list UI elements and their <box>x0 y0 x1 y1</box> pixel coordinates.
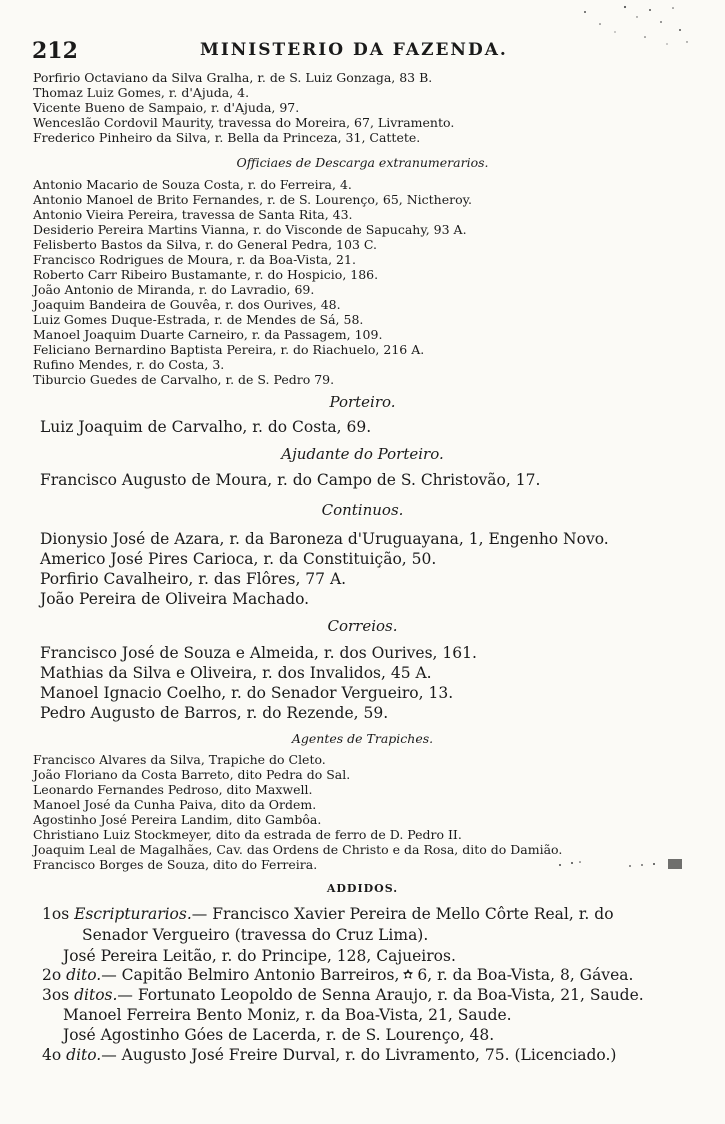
list-item: Leonardo Fernandes Pedroso, dito Maxwell. <box>33 782 313 797</box>
list-item: Pedro Augusto de Barros, r. do Rezende, 59. <box>40 704 389 722</box>
section-heading-addidos: ADDIDOS. <box>326 882 399 895</box>
list-item: Thomaz Luiz Gomes, r. d'Ajuda, 4. <box>33 85 250 100</box>
list-item: Antonio Vieira Pereira, travessa de Santa Rita, 43. <box>33 207 353 222</box>
addidos-entry: José Pereira Leitão, r. do Principe, 128, Cajueiros. <box>63 947 456 965</box>
list-item: João Floriano da Costa Barreto, dito Pedra do Sal. <box>33 767 351 782</box>
list-item: Francisco Augusto de Moura, r. do Campo de S. Christovão, 17. <box>40 471 541 489</box>
role-label: dito. <box>66 1046 102 1064</box>
running-title: MINISTERIO DA FAZENDA. <box>200 40 508 60</box>
list-item: Porfirio Octaviano da Silva Gralha, r. de S. Luiz Gonzaga, 83 B. <box>33 70 433 85</box>
section-heading-continuos: Continuos. <box>321 501 404 519</box>
role-label: ditos. <box>74 986 118 1004</box>
list-item: Joaquim Leal de Magalhães, Cav. das Ordens de Christo e da Rosa, dito do Damião. <box>33 842 563 857</box>
list-item: Americo José Pires Carioca, r. da Constituição, 50. <box>40 550 437 568</box>
list-item: Felisberto Bastos da Silva, r. do General Pedra, 103 C. <box>33 237 377 252</box>
list-item: Vicente Bueno de Sampaio, r. d'Ajuda, 97. <box>33 100 300 115</box>
list-item: João Pereira de Oliveira Machado. <box>40 590 310 608</box>
addidos-entry: Manoel Ferreira Bento Moniz, r. da Boa-Vista, 21, Saude. <box>63 1006 512 1024</box>
list-item: Dionysio José de Azara, r. da Baroneza d'Uruguayana, 1, Engenho Novo. <box>40 530 609 548</box>
rank-label: 1os <box>42 905 70 923</box>
addidos-entry <box>42 965 633 985</box>
list-item: Feliciano Bernardino Baptista Pereira, r. do Riachuelo, 216 A. <box>33 342 425 357</box>
page-header <box>32 38 512 64</box>
role-label: Escripturarios. <box>74 905 192 923</box>
section-heading-ajudante: Ajudante do Porteiro. <box>281 445 444 463</box>
list-item: Manoel José da Cunha Paiva, dito da Ordem. <box>33 797 317 812</box>
list-item: Christiano Luiz Stockmeyer, dito da estrada de ferro de D. Pedro II. <box>33 827 462 842</box>
addidos-entry <box>42 1045 616 1065</box>
list-item: Mathias da Silva e Oliveira, r. dos Invalidos, 45 A. <box>40 664 432 682</box>
addidos-entry-continuation: Senador Vergueiro (travessa do Cruz Lima). <box>82 926 429 944</box>
list-item: Francisco Borges de Souza, dito do Ferreira. <box>33 857 318 872</box>
role-label: dito. <box>66 966 102 984</box>
list-item: Francisco Rodrigues de Moura, r. da Boa-Vista, 21. <box>33 252 356 267</box>
rank-label: 4o <box>42 1046 62 1064</box>
list-item: Desiderio Pereira Martins Vianna, r. do Visconde de Sapucahy, 93 A. <box>33 222 467 237</box>
entry-text: — Capitão Belmiro Antonio Barreiros, <box>101 966 400 984</box>
list-item: João Antonio de Miranda, r. do Lavradio, 69. <box>33 282 315 297</box>
addidos-entry <box>42 904 614 924</box>
section-heading-officiaes: Officiaes de Descarga extranumerarios. <box>236 155 489 170</box>
entry-text: — Francisco Xavier Pereira de Mello Côrte Real, r. do <box>191 905 614 923</box>
list-item: Tiburcio Guedes de Carvalho, r. de S. Pedro 79. <box>33 372 335 387</box>
list-item: Francisco Alvares da Silva, Trapiche do Cleto. <box>33 752 326 767</box>
list-item: Rufino Mendes, r. do Costa, 3. <box>33 357 225 372</box>
section-heading-correios: Correios. <box>327 617 398 635</box>
section-heading-agentes: Agentes de Trapiches. <box>291 731 434 746</box>
addidos-entry <box>42 985 644 1005</box>
addidos-entry: José Agostinho Góes de Lacerda, r. de S. Lourenço, 48. <box>63 1026 495 1044</box>
rank-label: 3os <box>42 986 70 1004</box>
list-item: Francisco José de Souza e Almeida, r. dos Ourives, 161. <box>40 644 477 662</box>
rank-label: 2o <box>42 966 62 984</box>
list-item: Antonio Macario de Souza Costa, r. do Ferreira, 4. <box>33 177 352 192</box>
list-item: Porfirio Cavalheiro, r. das Flôres, 77 A. <box>40 570 347 588</box>
list-item: Joaquim Bandeira de Gouvêa, r. dos Ourives, 48. <box>33 297 341 312</box>
list-item: Antonio Manoel de Brito Fernandes, r. de S. Lourenço, 65, Nictheroy. <box>33 192 472 207</box>
entry-text: — Fortunato Leopoldo de Senna Araujo, r. da Boa-Vista, 21, Saude. <box>117 986 644 1004</box>
entry-text: 6, r. da Boa-Vista, 8, Gávea. <box>417 966 634 984</box>
print-dots-decoration <box>550 853 690 873</box>
list-item: Manoel Ignacio Coelho, r. do Senador Vergueiro, 13. <box>40 684 454 702</box>
order-seal-icon <box>402 969 414 981</box>
list-item: Luiz Joaquim de Carvalho, r. do Costa, 69. <box>40 418 372 436</box>
list-item: Manoel Joaquim Duarte Carneiro, r. da Passagem, 109. <box>33 327 383 342</box>
list-item: Frederico Pinheiro da Silva, r. Bella da Princeza, 31, Cattete. <box>33 130 421 145</box>
section-heading-porteiro: Porteiro. <box>329 393 396 411</box>
print-specks-decoration <box>565 2 695 52</box>
entry-text: — Augusto José Freire Durval, r. do Livramento, 75. (Licenciado.) <box>101 1046 617 1064</box>
list-item: Luiz Gomes Duque-Estrada, r. de Mendes de Sá, 58. <box>33 312 364 327</box>
page-number: 212 <box>32 38 78 64</box>
list-item: Roberto Carr Ribeiro Bustamante, r. do Hospicio, 186. <box>33 267 379 282</box>
list-item: Agostinho José Pereira Landim, dito Gambôa. <box>33 812 322 827</box>
list-item: Wenceslão Cordovil Maurity, travessa do Moreira, 67, Livramento. <box>33 115 455 130</box>
